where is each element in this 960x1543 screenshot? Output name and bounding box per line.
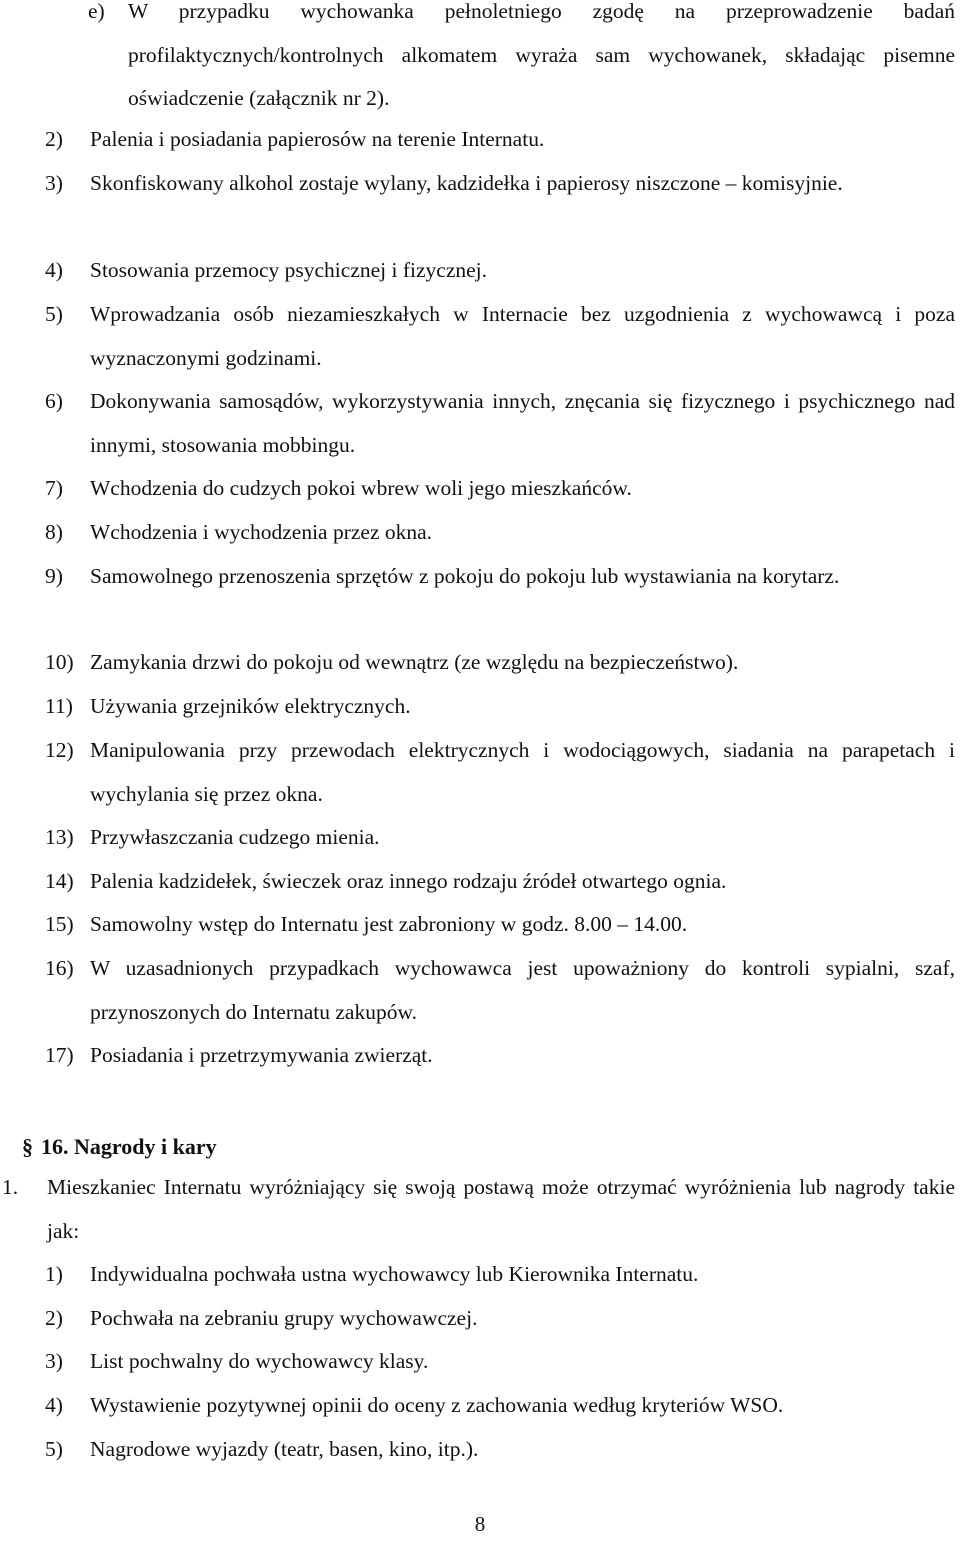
list-item-text: Skonfiskowany alkohol zostaje wylany, kadzidełka i papierosy niszczone – komisyjnie. [90, 171, 843, 195]
prohibition-item-2 [45, 118, 955, 162]
reward-item-2 [45, 1297, 955, 1341]
prohibition-item-16 [45, 947, 955, 1034]
list-item-number: 3) [45, 171, 63, 195]
list-item-text: Indywidualna pochwała ustna wychowawcy lub Kierownika Internatu. [90, 1262, 699, 1286]
list-item-number: e) [88, 0, 105, 23]
reward-item-1 [45, 1253, 955, 1297]
list-item-text: Manipulowania przy przewodach elektrycznych i wodociągowych, siadania na parapetach i wychylania się przez okna. [90, 738, 955, 806]
list-item-number: 1) [45, 1262, 63, 1286]
list-item-number: 8) [45, 520, 63, 544]
list-item-number: 4) [45, 258, 63, 282]
list-item-number: 1. [2, 1175, 19, 1199]
list-item-text: W uzasadnionych przypadkach wychowawca jest upoważniony do kontroli sypialni, szaf, przynoszonych do Internatu zakupów. [90, 956, 955, 1024]
list-item-text: Nagrodowe wyjazdy (teatr, basen, kino, itp.). [90, 1437, 479, 1461]
list-item-text: Samowolnego przenoszenia sprzętów z pokoju do pokoju lub wystawiania na korytarz. [90, 564, 840, 588]
list-item-number: 10) [45, 650, 74, 674]
prohibition-item-4 [45, 249, 955, 293]
list-item-number: 3) [45, 1349, 63, 1373]
list-item-text: Wystawienie pozytywnej opinii do oceny z zachowania według kryteriów WSO. [90, 1393, 784, 1417]
list-item-text: Palenia kadzidełek, świeczek oraz innego rodzaju źródeł otwartego ognia. [90, 869, 727, 893]
list-item-number: 5) [45, 1437, 63, 1461]
section-title: 16. Nagrody i kary [41, 1134, 217, 1159]
list-item-text: Wchodzenia i wychodzenia przez okna. [90, 520, 433, 544]
prohibition-item-7 [45, 467, 955, 511]
section-heading [22, 1125, 217, 1168]
prohibition-item-10 [45, 641, 955, 685]
prohibition-item-17 [45, 1034, 955, 1078]
list-item-text: List pochwalny do wychowawcy klasy. [90, 1349, 429, 1373]
list-item-text: Zamykania drzwi do pokoju od wewnątrz (ze względu na bezpieczeństwo). [90, 650, 739, 674]
list-item-number: 6) [45, 389, 63, 413]
list-item-text: Stosowania przemocy psychicznej i fizycznej. [90, 258, 488, 282]
prohibition-item-13 [45, 816, 955, 860]
rewards-intro [2, 1166, 955, 1253]
list-item-text: Wprowadzania osób niezamieszkałych w Internacie bez uzgodnienia z wychowawcą i poza wyznaczonymi godzinami. [90, 302, 955, 370]
list-item-number: 9) [45, 564, 63, 588]
list-item-text: Wchodzenia do cudzych pokoi wbrew woli jego mieszkańców. [90, 476, 632, 500]
list-item-number: 16) [45, 956, 74, 980]
page-number: 8 [474, 1512, 486, 1536]
list-item-number: 13) [45, 825, 74, 849]
list-item-text: Posiadania i przetrzymywania zwierząt. [90, 1043, 433, 1067]
list-item-text: Palenia i posiadania papierosów na terenie Internatu. [90, 127, 545, 151]
reward-item-4 [45, 1384, 955, 1428]
prohibition-item-5 [45, 293, 955, 380]
list-item-text: Samowolny wstęp do Internatu jest zabroniony w godz. 8.00 – 14.00. [90, 912, 688, 936]
prohibition-item-8 [45, 511, 955, 555]
list-item-text: Dokonywania samosądów, wykorzystywania innych, znęcania się fizycznego i psychicznego nad innymi, stosowania mobbingu. [90, 389, 955, 457]
list-item-text: Używania grzejników elektrycznych. [90, 694, 411, 718]
list-item-number: 12) [45, 738, 74, 762]
list-item-number: 2) [45, 1306, 63, 1330]
list-item-number: 4) [45, 1393, 63, 1417]
reward-item-5 [45, 1428, 955, 1472]
prohibition-item-6 [45, 380, 955, 467]
prohibition-item-14 [45, 860, 955, 904]
prohibition-item-11 [45, 685, 955, 729]
list-item-text: Przywłaszczania cudzego mienia. [90, 825, 380, 849]
list-item-number: 17) [45, 1043, 74, 1067]
list-item-text: Mieszkaniec Internatu wyróżniający się swoją postawą może otrzymać wyróżnienia lub nagrody takie jak: [47, 1175, 955, 1243]
list-item-text: Pochwała na zebraniu grupy wychowawczej. [90, 1306, 478, 1330]
list-item-number: 5) [45, 302, 63, 326]
section-symbol: § [22, 1134, 33, 1159]
prohibition-item-3 [45, 162, 955, 206]
list-item-e [88, 0, 955, 121]
list-item-number: 7) [45, 476, 63, 500]
reward-item-3 [45, 1340, 955, 1384]
list-item-number: 14) [45, 869, 74, 893]
prohibition-item-9 [45, 555, 955, 599]
list-item-number: 15) [45, 912, 74, 936]
prohibition-item-12 [45, 729, 955, 816]
list-item-text: W przypadku wychowanka pełnoletniego zgodę na przeprowadzenie badań profilaktycznych/kontrolnych alkomatem wyraża sam wychowanek, składając pisemne oświadczenie (załącznik nr 2). [128, 0, 955, 110]
list-item-number: 11) [45, 694, 73, 718]
list-item-number: 2) [45, 127, 63, 151]
prohibition-item-15 [45, 903, 955, 947]
